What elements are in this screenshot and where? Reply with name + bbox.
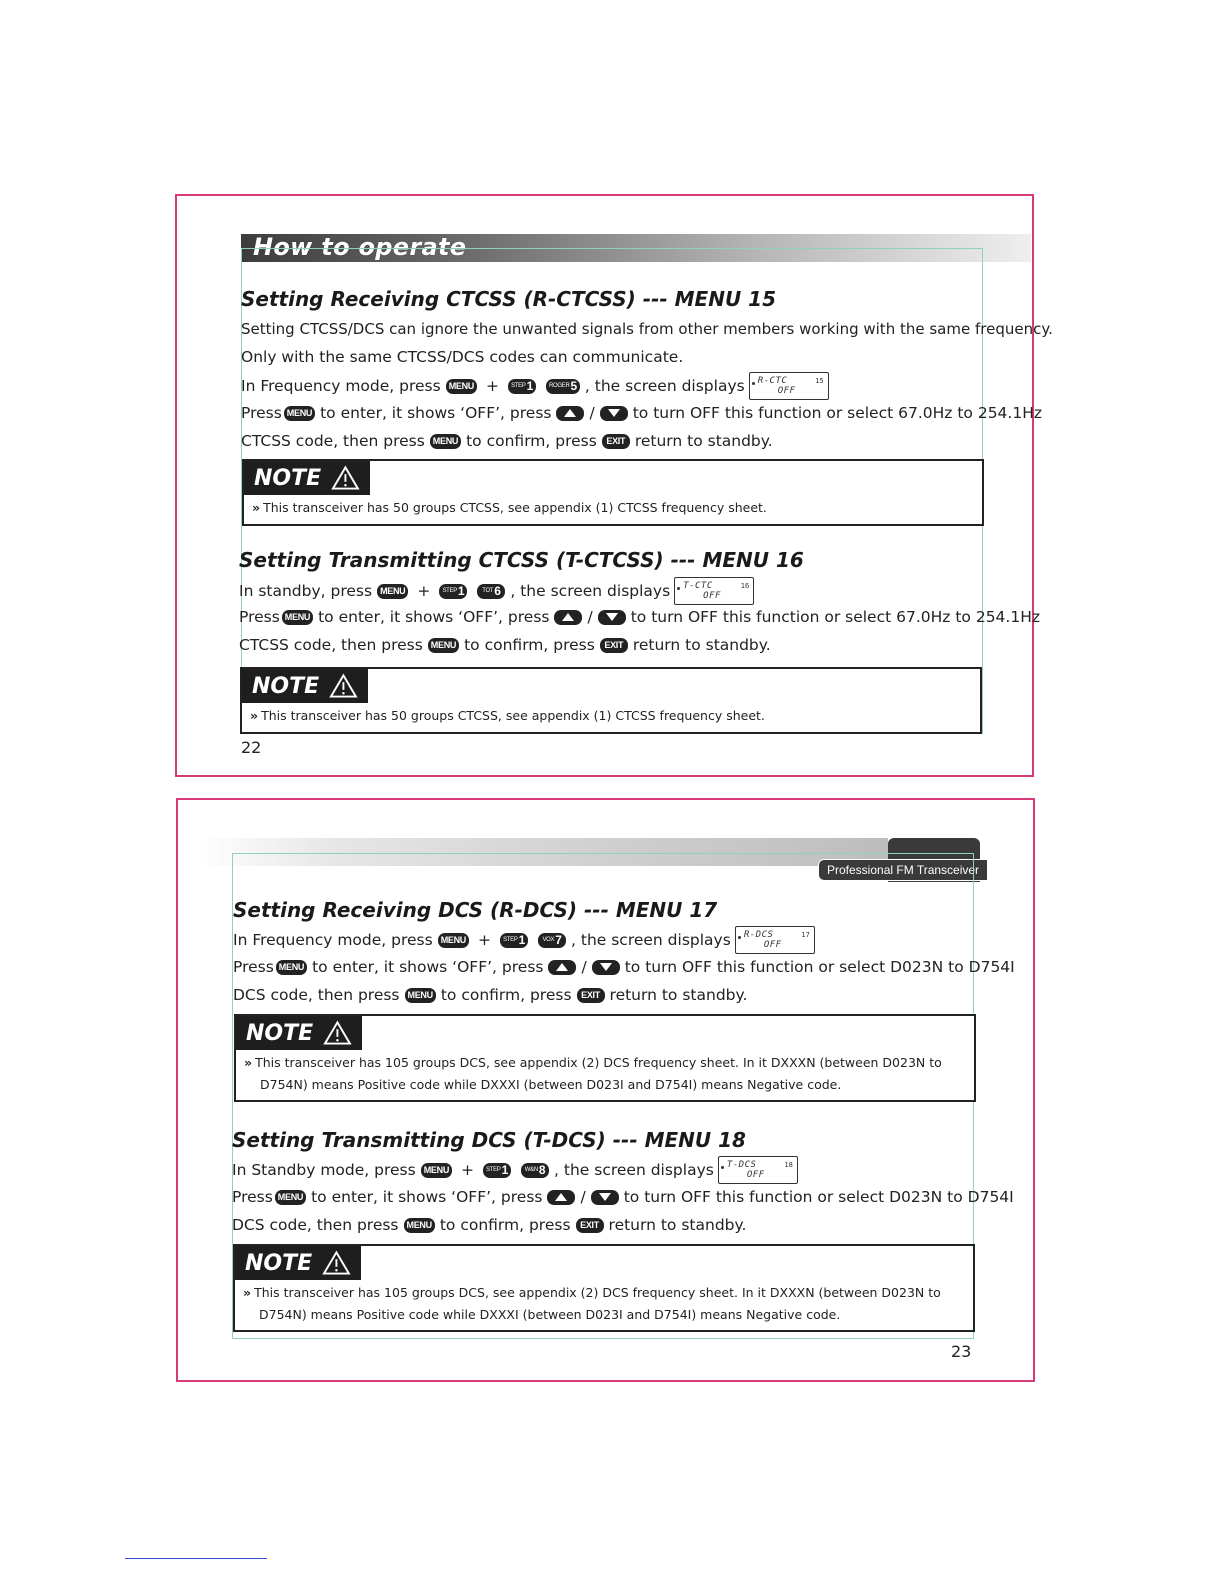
down-arrow-key-icon bbox=[592, 960, 620, 975]
lcd-top-text: R-DCS bbox=[743, 930, 774, 940]
key-num: 5 bbox=[570, 379, 577, 393]
menu-key-icon: MENU bbox=[421, 1163, 452, 1178]
note-body-1: This transceiver has 105 groups DCS, see appendix (2) DCS frequency sheet. In it DXXXN (between D023N to bbox=[254, 1285, 941, 1300]
instruction-text: to enter, it shows ‘OFF’, press bbox=[318, 608, 550, 626]
section-title-t-ctcss: Setting Transmitting CTCSS (T-CTCSS) --- MENU 16 bbox=[239, 548, 804, 572]
lcd-dot bbox=[677, 587, 680, 590]
key-num: 7 bbox=[555, 933, 562, 947]
product-label: Professional FM Transceiver bbox=[818, 859, 988, 881]
key-num: 1 bbox=[501, 1163, 508, 1177]
note-text bbox=[244, 1052, 942, 1096]
menu-key-icon: MENU bbox=[275, 1190, 306, 1205]
up-arrow-key-icon bbox=[547, 1190, 575, 1205]
lcd-dot bbox=[752, 382, 755, 385]
menu-key-icon: MENU bbox=[284, 406, 315, 421]
warning-triangle-icon bbox=[323, 1020, 352, 1046]
lcd-display-icon bbox=[749, 372, 829, 400]
plus-sign: + bbox=[461, 1161, 475, 1179]
menu-key-icon: MENU bbox=[430, 434, 461, 449]
exit-key-icon: EXIT bbox=[602, 434, 630, 449]
section-title-r-ctcss: Setting Receiving CTCSS (R-CTCSS) --- MENU 15 bbox=[241, 287, 776, 311]
up-triangle bbox=[556, 963, 568, 971]
menu-key-icon: MENU bbox=[377, 584, 408, 599]
note-box bbox=[240, 667, 982, 734]
lcd-menu-number: 15 bbox=[815, 377, 824, 385]
lcd-top-text: T-CTC bbox=[683, 581, 713, 591]
key-sup: VOX bbox=[542, 937, 555, 943]
instruction-text: to turn OFF this function or select D023N to D754I bbox=[624, 958, 1015, 976]
plus-sign: + bbox=[478, 931, 492, 949]
lcd-bottom-text: OFF bbox=[777, 386, 796, 396]
down-triangle bbox=[599, 1193, 611, 1201]
instruction-text: return to standby. bbox=[609, 986, 748, 1004]
instruction-text: Press bbox=[233, 958, 274, 976]
menu-key-icon: MENU bbox=[282, 610, 313, 625]
chevron-icon: » bbox=[252, 500, 261, 515]
intro-line-1 bbox=[241, 320, 1053, 338]
step-1-key-icon bbox=[439, 584, 467, 599]
lcd-top-text: T-DCS bbox=[726, 1160, 757, 1170]
lcd-dot bbox=[721, 1166, 724, 1169]
page-header-bar bbox=[241, 234, 1031, 262]
note-text bbox=[243, 1282, 941, 1326]
instruction-line-1 bbox=[232, 1155, 802, 1185]
instruction-text: return to standby. bbox=[634, 432, 773, 450]
instruction-text: to turn OFF this function or select 67.0Hz to 254.1Hz bbox=[630, 608, 1040, 626]
instruction-text: , the screen displays bbox=[571, 931, 731, 949]
instruction-text: Press bbox=[239, 608, 280, 626]
instruction-text: to confirm, press bbox=[440, 986, 572, 1004]
note-tab bbox=[242, 669, 368, 703]
key-sup: STEP bbox=[511, 383, 526, 389]
instruction-line-2 bbox=[241, 404, 1042, 422]
note-label: NOTE bbox=[246, 1020, 314, 1046]
section-title-r-dcs: Setting Receiving DCS (R-DCS) --- MENU 17 bbox=[233, 898, 718, 922]
note-label: NOTE bbox=[254, 465, 322, 491]
up-arrow-key-icon bbox=[548, 960, 576, 975]
warning-triangle-icon bbox=[322, 1250, 351, 1276]
step-1-key-icon bbox=[500, 933, 528, 948]
instruction-line-1 bbox=[239, 576, 758, 606]
down-arrow-key-icon bbox=[591, 1190, 619, 1205]
instruction-text: DCS code, then press bbox=[233, 986, 400, 1004]
page-number: 22 bbox=[241, 738, 262, 757]
note-label: NOTE bbox=[252, 673, 320, 699]
instruction-text: In Frequency mode, press bbox=[241, 377, 441, 395]
note-line bbox=[243, 1304, 941, 1326]
down-triangle bbox=[608, 409, 620, 417]
instruction-text: In standby, press bbox=[239, 582, 373, 600]
instruction-text: to turn OFF this function or select 67.0Hz to 254.1Hz bbox=[632, 404, 1042, 422]
instruction-text: to turn OFF this function or select D023N to D754I bbox=[623, 1188, 1014, 1206]
plus-sign: + bbox=[486, 377, 500, 395]
footnote-separator bbox=[125, 1558, 267, 1559]
instruction-line-3 bbox=[239, 636, 771, 654]
lcd-bottom-text: OFF bbox=[763, 940, 782, 950]
key-num: 8 bbox=[538, 1163, 546, 1177]
note-label: NOTE bbox=[245, 1250, 313, 1276]
instruction-text: , the screen displays bbox=[584, 377, 745, 395]
instruction-text: to enter, it shows ‘OFF’, press bbox=[320, 404, 552, 422]
instruction-line-1 bbox=[233, 925, 819, 955]
instruction-text: to confirm, press bbox=[439, 1216, 571, 1234]
manual-page-23 bbox=[176, 798, 1035, 1382]
note-line bbox=[243, 1282, 941, 1304]
up-arrow-key-icon bbox=[556, 406, 584, 421]
instruction-text: to confirm, press bbox=[466, 432, 597, 450]
note-body-1: This transceiver has 105 groups DCS, see appendix (2) DCS frequency sheet. In it DXXXN (between D023N to bbox=[255, 1055, 942, 1070]
roger-5-key-icon bbox=[546, 379, 580, 394]
note-line bbox=[244, 1052, 942, 1074]
up-triangle bbox=[555, 1193, 567, 1201]
tot-6-key-icon bbox=[477, 584, 505, 599]
note-box bbox=[234, 1014, 976, 1102]
note-body-2: D754N) means Positive code while DXXXI (between D023I and D754I) means Negative code. bbox=[260, 1077, 842, 1092]
wn-8-key-icon bbox=[521, 1163, 549, 1178]
note-text bbox=[252, 497, 767, 519]
intro-text-1: Setting CTCSS/DCS can ignore the unwanted signals from other members working with the same frequency. bbox=[241, 320, 1053, 338]
exit-key-icon: EXIT bbox=[577, 988, 605, 1003]
lcd-menu-number: 17 bbox=[801, 931, 810, 939]
slash: / bbox=[587, 608, 593, 626]
instruction-line-3 bbox=[241, 432, 773, 450]
key-num: 1 bbox=[518, 933, 525, 947]
step-1-key-icon bbox=[483, 1163, 511, 1178]
page-header-title: How to operate bbox=[253, 233, 467, 261]
instruction-line-3 bbox=[232, 1216, 746, 1234]
instruction-text: to confirm, press bbox=[464, 636, 595, 654]
key-num: 1 bbox=[457, 584, 465, 598]
note-tab bbox=[235, 1246, 361, 1280]
up-triangle bbox=[562, 613, 574, 621]
instruction-text: return to standby. bbox=[608, 1216, 747, 1234]
key-sup: STEP bbox=[503, 937, 518, 943]
key-sup: TOT bbox=[482, 588, 494, 594]
page-header-bar bbox=[198, 838, 888, 866]
instruction-line-2 bbox=[232, 1188, 1014, 1206]
chevron-icon: » bbox=[244, 1055, 253, 1070]
up-triangle bbox=[564, 409, 576, 417]
instruction-text: , the screen displays bbox=[510, 582, 671, 600]
manual-page-22 bbox=[175, 194, 1053, 777]
menu-key-icon: MENU bbox=[428, 638, 459, 653]
instruction-text: Press bbox=[232, 1188, 273, 1206]
note-box bbox=[233, 1244, 975, 1332]
down-arrow-key-icon bbox=[600, 406, 628, 421]
menu-key-icon: MENU bbox=[438, 933, 469, 948]
instruction-text: Press bbox=[241, 404, 282, 422]
exit-key-icon: EXIT bbox=[576, 1218, 604, 1233]
slash: / bbox=[580, 1188, 586, 1206]
key-sup: ROGER bbox=[549, 383, 570, 389]
instruction-text: CTCSS code, then press bbox=[241, 432, 425, 450]
lcd-menu-number: 16 bbox=[740, 582, 750, 590]
instruction-text: In Standby mode, press bbox=[232, 1161, 416, 1179]
down-arrow-key-icon bbox=[598, 610, 626, 625]
instruction-line-3 bbox=[233, 986, 747, 1004]
note-line bbox=[244, 1074, 942, 1096]
lcd-menu-number: 18 bbox=[784, 1161, 793, 1169]
slash: / bbox=[589, 404, 595, 422]
key-sup: STEP bbox=[442, 588, 457, 594]
exit-key-icon: EXIT bbox=[600, 638, 628, 653]
menu-key-icon: MENU bbox=[276, 960, 307, 975]
up-arrow-key-icon bbox=[554, 610, 582, 625]
instruction-text: DCS code, then press bbox=[232, 1216, 399, 1234]
lcd-dot bbox=[738, 936, 741, 939]
note-box bbox=[242, 459, 984, 526]
page-number: 23 bbox=[951, 1342, 972, 1361]
lcd-bottom-text: OFF bbox=[703, 591, 721, 601]
vox-7-key-icon bbox=[538, 933, 566, 948]
key-sup: STEP bbox=[486, 1167, 501, 1173]
lcd-display-icon bbox=[718, 1156, 798, 1184]
down-triangle bbox=[600, 963, 612, 971]
plus-sign: + bbox=[417, 582, 431, 600]
intro-text-2: Only with the same CTCSS/DCS codes can communicate. bbox=[241, 348, 684, 366]
intro-line-2 bbox=[241, 348, 683, 366]
instruction-text: CTCSS code, then press bbox=[239, 636, 423, 654]
lcd-display-icon bbox=[735, 926, 815, 954]
note-body: This transceiver has 50 groups CTCSS, see appendix (1) CTCSS frequency sheet. bbox=[263, 500, 767, 515]
key-sup: W&N bbox=[524, 1167, 538, 1173]
instruction-line-2 bbox=[233, 958, 1015, 976]
menu-key-icon: MENU bbox=[405, 988, 436, 1003]
step-1-key-icon bbox=[508, 379, 536, 394]
instruction-text: , the screen displays bbox=[554, 1161, 714, 1179]
note-body-2: D754N) means Positive code while DXXXI (between D023I and D754I) means Negative code. bbox=[259, 1307, 841, 1322]
instruction-line-1 bbox=[241, 371, 833, 401]
note-tab bbox=[244, 461, 370, 495]
note-body: This transceiver has 50 groups CTCSS, see appendix (1) CTCSS frequency sheet. bbox=[261, 708, 765, 723]
chevron-icon: » bbox=[250, 708, 259, 723]
instruction-text: In Frequency mode, press bbox=[233, 931, 433, 949]
key-num: 6 bbox=[494, 584, 501, 598]
note-tab bbox=[236, 1016, 362, 1050]
instruction-line-2 bbox=[239, 608, 1040, 626]
menu-key-icon: MENU bbox=[404, 1218, 435, 1233]
menu-key-icon: MENU bbox=[446, 379, 477, 394]
instruction-text: return to standby. bbox=[632, 636, 771, 654]
slash: / bbox=[581, 958, 587, 976]
key-num: 1 bbox=[526, 379, 533, 393]
down-triangle bbox=[606, 613, 618, 621]
lcd-top-text: R-CTC bbox=[757, 376, 788, 386]
instruction-text: to enter, it shows ‘OFF’, press bbox=[311, 1188, 543, 1206]
chevron-icon: » bbox=[243, 1285, 252, 1300]
lcd-bottom-text: OFF bbox=[746, 1170, 765, 1180]
warning-triangle-icon bbox=[331, 465, 360, 491]
note-text bbox=[250, 705, 765, 727]
section-title-t-dcs: Setting Transmitting DCS (T-DCS) --- MENU 18 bbox=[232, 1128, 746, 1152]
instruction-text: to enter, it shows ‘OFF’, press bbox=[312, 958, 544, 976]
warning-triangle-icon bbox=[329, 673, 358, 699]
lcd-display-icon bbox=[674, 577, 754, 605]
